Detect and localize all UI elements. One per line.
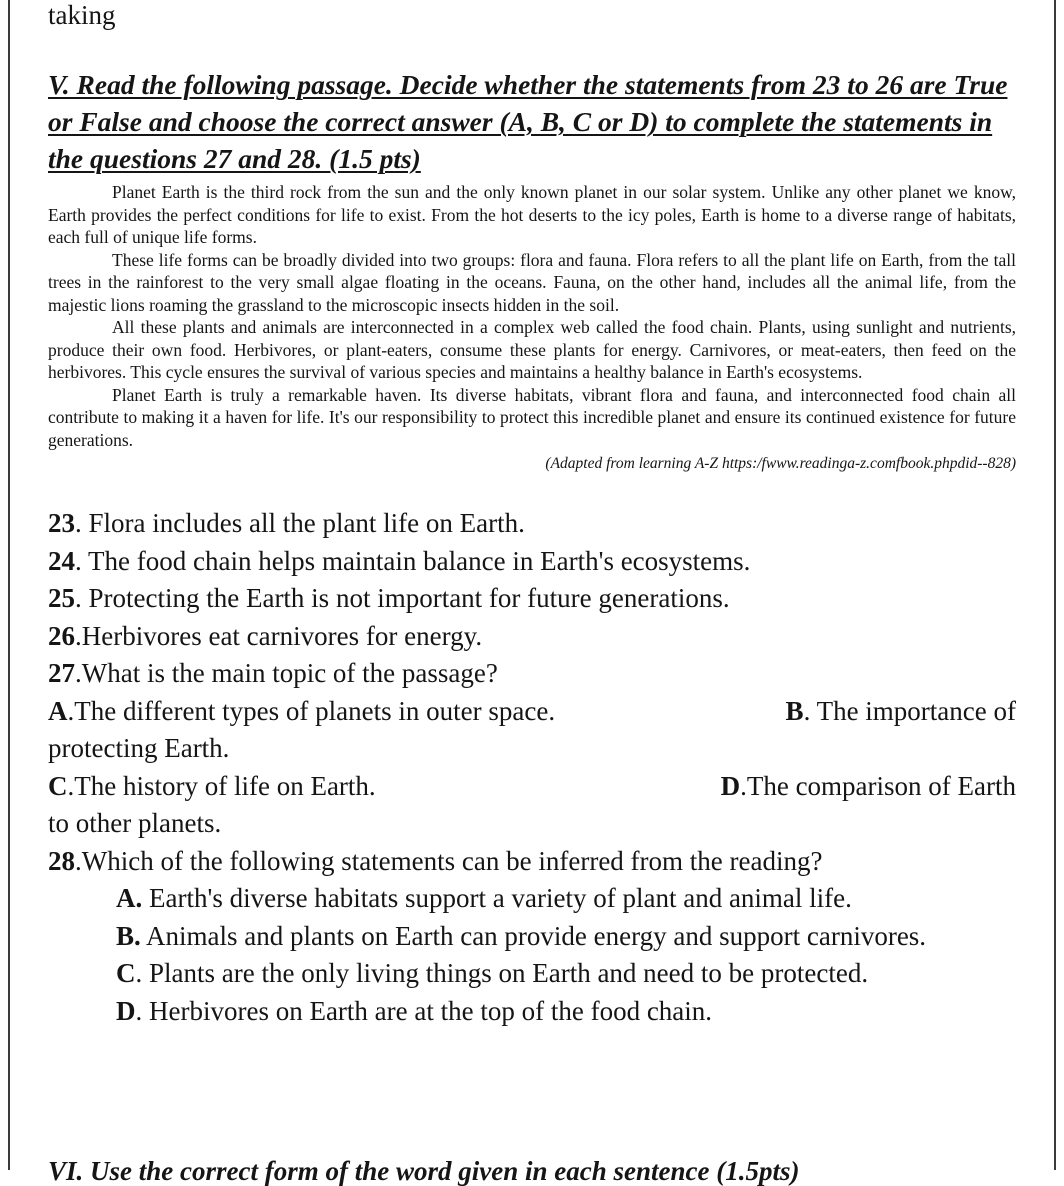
passage-paragraph: Planet Earth is the third rock from the sun and the only known planet in our solar system. Unlike any other planet we know, Earth provides the perfect conditions for life to exist. From the hot deserts to the icy poles, Earth is home to a diverse range of habitats, each full of unique life forms. <box>48 182 1016 247</box>
q28-option-b <box>48 918 1016 956</box>
question-number: 28 <box>48 845 75 876</box>
q27-options-cd <box>48 768 1016 806</box>
passage-paragraph: All these plants and animals are interconnected in a complex web called the food chain. Plants, using sunlight and nutrients, produce their own food. Herbivores, or plant-eaters, consume these plants for energy. Carnivores, or meat-eaters, then feed on the herbivores. This cycle ensures the survival of various species and maintains a healthy balance in Earth's ecosystems. <box>48 317 1016 382</box>
q27-option-b-continuation: protecting Earth. <box>48 733 230 763</box>
question-list <box>48 505 1016 1030</box>
option-text: . The importance of <box>803 695 1016 726</box>
option-text: . Plants are the only living things on Earth and need to be protected. <box>135 958 869 988</box>
option-letter: A. <box>116 883 143 913</box>
reading-passage <box>48 181 1016 451</box>
question-28 <box>48 843 1016 881</box>
question-27 <box>48 655 1016 693</box>
passage-paragraph: Planet Earth is truly a remarkable haven. Its diverse habitats, vibrant flora and fauna, and interconnected food chain all contribute to making it a haven for life. It's our responsibility to protect this incredible planet and ensure its continued existence for future generations. <box>48 384 1016 450</box>
option-letter: D <box>720 770 741 801</box>
q27-option-c <box>48 768 376 806</box>
q28-option-d <box>48 993 1016 1031</box>
question-text: . The food chain helps maintain balance in Earth's ecosystems. <box>75 545 751 576</box>
section-v-heading: V. Read the following passage. Decide whether the statements from 23 to 26 are True or False and choose the correct answer (A, B, C or D) to complete the statements in the questions 27 and 28. (1.5 pts) <box>48 69 1008 174</box>
question-24 <box>48 543 1016 581</box>
question-number: 24 <box>48 545 75 576</box>
option-text: Earth's diverse habitats support a variety of plant and animal life. <box>142 883 852 913</box>
q27-option-b <box>786 693 1016 731</box>
page-border-left <box>8 0 10 1170</box>
option-text: .The history of life on Earth. <box>67 770 376 801</box>
question-number: 23 <box>48 508 75 538</box>
q28-option-a <box>48 880 1016 918</box>
question-number: 25 <box>48 583 75 613</box>
option-letter: C <box>48 770 68 801</box>
question-23 <box>48 505 1016 543</box>
q27-option-d-continuation: to other planets. <box>48 808 222 838</box>
question-text: .Herbivores eat carnivores for energy. <box>75 620 483 651</box>
q28-option-c <box>48 955 1016 993</box>
question-text: . Protecting the Earth is not important for future generations. <box>75 583 730 613</box>
option-text: . Herbivores on Earth are at the top of the food chain. <box>135 995 713 1026</box>
option-text: Animals and plants on Earth can provide energy and support carnivores. <box>140 920 927 951</box>
option-letter: A <box>48 695 68 726</box>
question-text: .Which of the following statements can be inferred from the reading? <box>75 845 823 876</box>
option-text: .The comparison of Earth <box>740 770 1016 801</box>
passage-citation: (Adapted from learning A-Z https:/fwww.readinga-z.comfbook.phpdid--828) <box>545 455 1016 472</box>
question-number: 27 <box>48 658 75 688</box>
option-letter: C <box>116 958 136 988</box>
question-25 <box>48 580 1016 618</box>
passage-paragraph: These life forms can be broadly divided into two groups: flora and fauna. Flora refers to all the plant life on Earth, from the tall trees in the rainforest to the very small algae floating in the oceans. Fauna, on the other hand, includes all the animal life, from the majestic lions roaming the grassland to the microscopic insects hidden in the soil. <box>48 249 1016 315</box>
question-26 <box>48 618 1016 656</box>
option-letter: B <box>785 695 804 726</box>
previous-section-fragment: taking <box>48 0 116 30</box>
option-text: .The different types of planets in outer space. <box>67 695 556 726</box>
question-number: 26 <box>48 620 75 651</box>
q27-option-a <box>48 693 555 731</box>
option-letter: B. <box>116 920 141 951</box>
next-section-fragment: VI. Use the correct form of the word given in each sentence (1.5pts) <box>48 1156 800 1186</box>
page-border-right <box>1054 0 1056 1170</box>
option-letter: D <box>116 995 136 1026</box>
question-text: .What is the main topic of the passage? <box>75 658 498 688</box>
q27-option-d <box>721 768 1016 806</box>
question-text: . Flora includes all the plant life on Earth. <box>75 508 525 538</box>
q27-options-ab <box>48 693 1016 731</box>
worksheet-page <box>48 0 1016 1030</box>
